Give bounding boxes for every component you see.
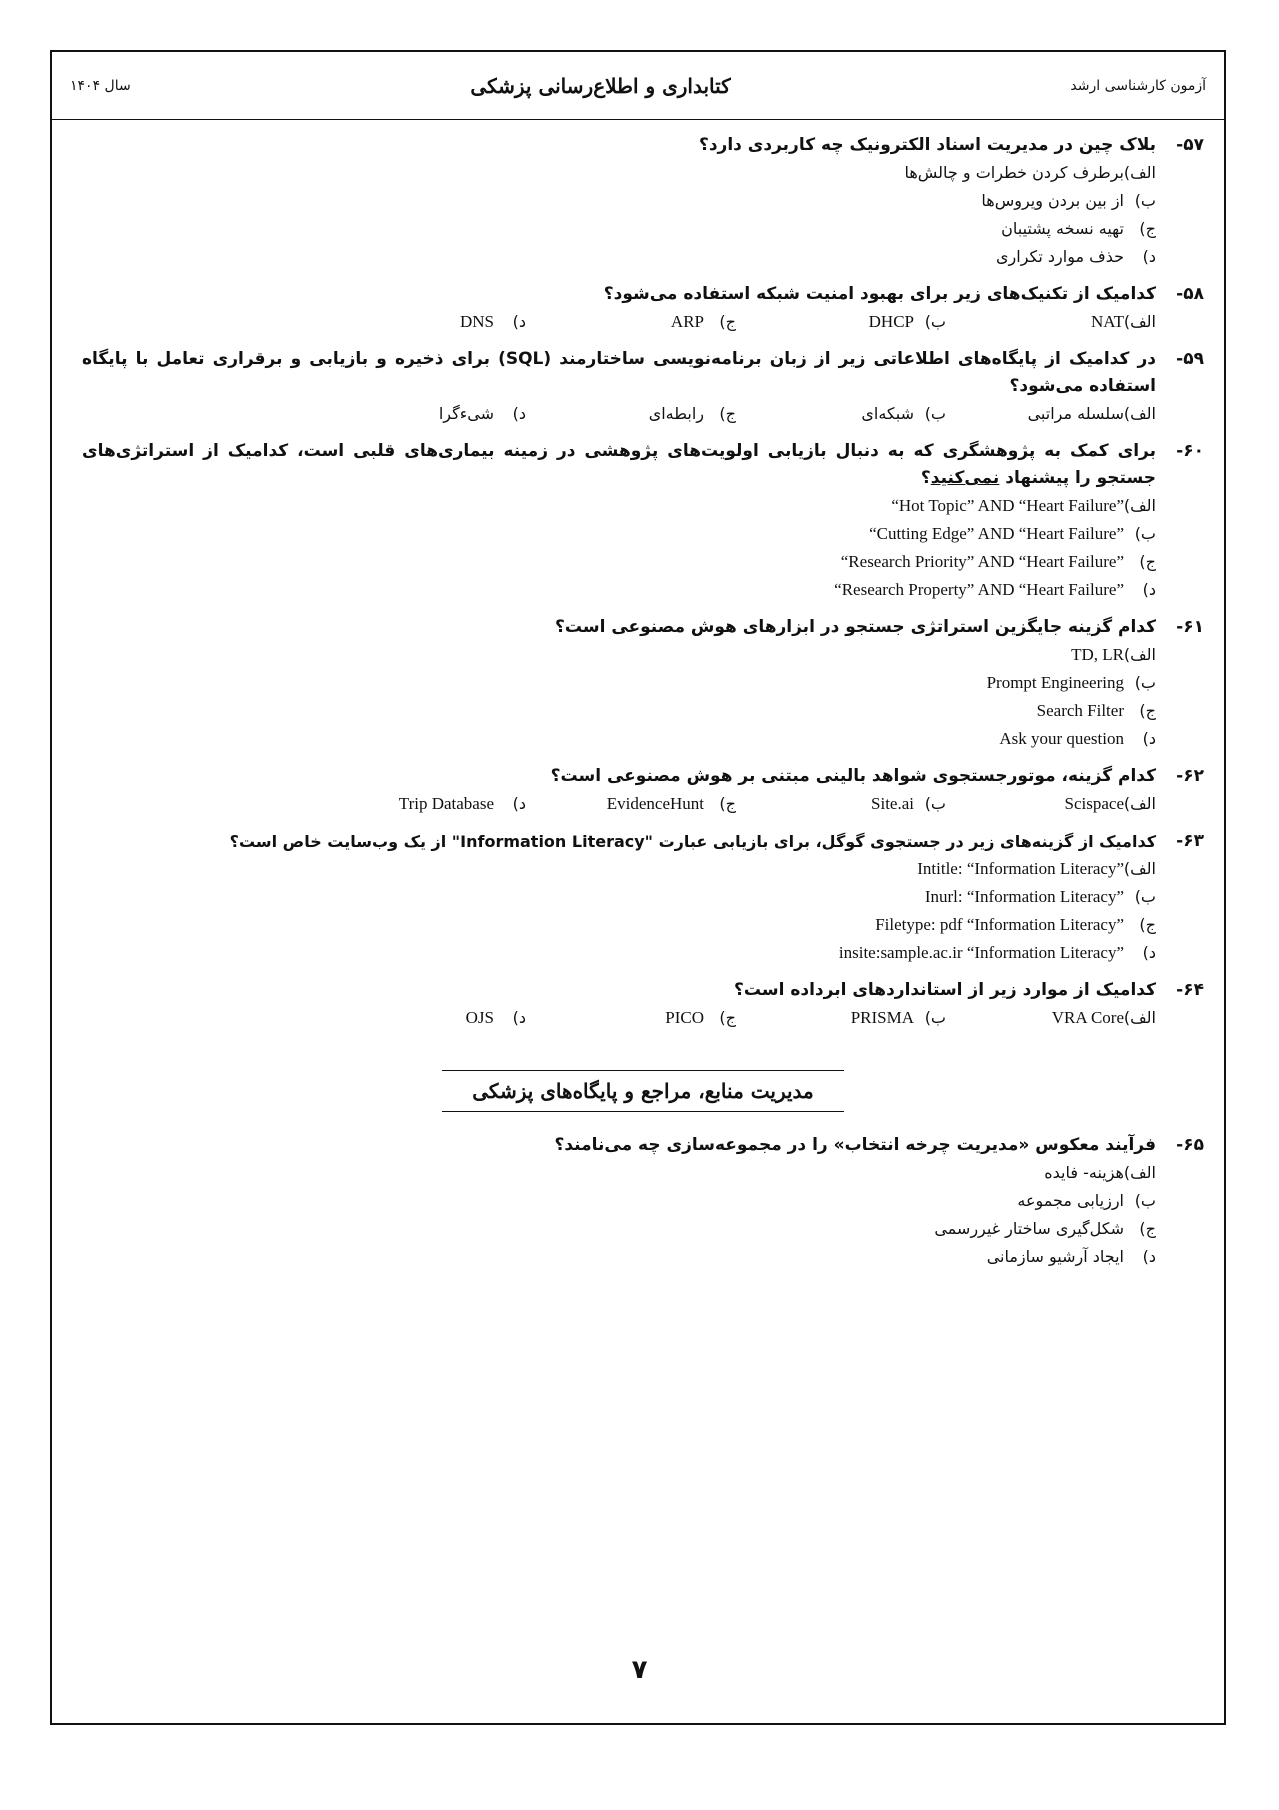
option-label: ج) [719,404,736,423]
option [82,1159,1156,1187]
option [82,1187,1156,1215]
option [82,725,1156,753]
question-text-part: برای کمک به پژوهشگری که به دنبال بازیابی اولویت‌های پژوهشی در زمینه بیماری‌های قلبی است، کدامیک از استراتژی‌های جستجو را پیشنهاد [82,441,1156,488]
option [82,243,1156,271]
option-text: هزینه- فایده [1044,1163,1124,1182]
option [82,939,1156,967]
option-text: Inurl: “Information Literacy” [924,887,1124,906]
option-text: برطرف کردن خطرات و چالش‌ها [904,163,1124,182]
option [526,308,736,336]
option-text: Filetype: pdf “Information Literacy” [875,915,1124,934]
question-number: ۵۸- [1176,284,1204,304]
option-text: OJS [465,1008,494,1027]
option-text: insite:sample.ac.ir “Information Literacy” [838,943,1124,962]
option-label: ب) [924,794,946,813]
option [736,308,946,336]
option [82,697,1156,725]
option-text: EvidenceHunt [606,794,704,813]
option [82,187,1156,215]
option-text: DHCP [868,312,914,331]
option-label: الف) [1123,859,1156,878]
option-text: ایجاد آرشیو سازمانی [986,1247,1124,1266]
option [316,790,526,818]
option-label: د) [1142,247,1156,266]
option [946,1004,1156,1032]
question-number: ۵۹- [1176,349,1204,369]
option [82,883,1156,911]
option-label: الف) [1123,645,1156,664]
option-label: د) [512,1008,526,1027]
option [82,215,1156,243]
option-text: “Hot Topic” AND “Heart Failure” [891,496,1124,515]
option-label: د) [1142,943,1156,962]
option-text: Ask your question [999,729,1124,748]
option-label: الف) [1123,1163,1156,1182]
option-label: ب) [924,1008,946,1027]
option-label: د) [512,404,526,423]
option-label: الف) [1123,312,1156,331]
option-label: د) [512,794,526,813]
option-label: د) [1142,1247,1156,1266]
option [316,1004,526,1032]
option-label: د) [1142,729,1156,748]
question-65 [82,1132,1204,1271]
option-label: ج) [1139,1219,1156,1238]
option [82,855,1156,883]
option [736,1004,946,1032]
option-text: Prompt Engineering [986,673,1124,692]
page-number-text: ۷ [620,1655,660,1685]
page-header [52,52,1224,120]
option [82,1243,1156,1271]
question-62 [82,763,1204,818]
option-label: ج) [1139,219,1156,238]
page-frame [50,50,1226,1725]
option-text: NAT [1090,312,1124,331]
option [736,400,946,428]
section-title-text: مدیریت منابع، مراجع و پایگاه‌های پزشکی [442,1070,844,1112]
question-text-part: ؟ [920,468,931,488]
option [946,400,1156,428]
option-text: Site.ai [871,794,914,813]
option-label: ب) [1134,673,1156,692]
option-text: PICO [665,1008,704,1027]
option-text: “Cutting Edge” AND “Heart Failure” [869,524,1124,543]
option-label: الف) [1123,794,1156,813]
option-text: ARP [670,312,704,331]
option-label: ج) [719,794,736,813]
option-label: ب) [1134,1191,1156,1210]
option [82,159,1156,187]
question-number: ۶۳- [1176,831,1204,851]
question-57 [82,132,1204,271]
exam-year: سال ۱۴۰۴ [70,77,131,94]
option [82,641,1156,669]
question-number: ۶۰- [1176,441,1204,461]
option [82,548,1156,576]
question-text: بلاک چین در مدیریت اسناد الکترونیک چه کاربردی دارد؟ [698,135,1156,155]
question-text: کدامیک از تکنیک‌های زیر برای بهبود امنیت شبکه استفاده می‌شود؟ [603,284,1156,304]
option-text: ارزیابی مجموعه [1017,1191,1124,1210]
question-number: ۵۷- [1176,135,1204,155]
option [526,1004,736,1032]
option-text: شبکه‌ای [861,404,914,423]
option-label: ج) [1139,552,1156,571]
option [82,492,1156,520]
option-label: الف) [1123,1008,1156,1027]
option [316,308,526,336]
question-text: کدام گزینه جایگزین استراتژی جستجو در ابزارهای هوش مصنوعی است؟ [555,617,1156,637]
question-text: کدامیک از موارد زیر از استانداردهای ابرداده است؟ [734,980,1156,1000]
question-60 [82,438,1204,604]
option [316,400,526,428]
option-text: سلسله مراتبی [1027,404,1124,423]
option-text: Intitle: “Information Literacy” [917,859,1124,878]
option-text: رابطه‌ای [648,404,704,423]
option-text: TD, LR [1071,645,1124,664]
option-label: د) [512,312,526,331]
option-text: “Research Property” AND “Heart Failure” [834,580,1124,599]
option [82,576,1156,604]
question-number: ۶۵- [1176,1135,1204,1155]
underlined-negation: نمی‌کنید [930,468,1000,488]
option [946,790,1156,818]
question-number: ۶۴- [1176,980,1204,1000]
option-text: Search Filter [1036,701,1124,720]
option-label: ج) [1139,915,1156,934]
question-58 [82,281,1204,336]
option-label: الف) [1123,496,1156,515]
option-label: الف) [1123,404,1156,423]
question-text: فرآیند معکوس «مدیریت چرخه انتخاب» را در مجموعه‌سازی چه می‌نامند؟ [554,1135,1156,1155]
option [526,400,736,428]
option-label: ج) [1139,701,1156,720]
exam-title: آزمون کارشناسی ارشد [1070,77,1206,94]
option-text: از بین بردن ویروس‌ها [981,191,1124,210]
question-59 [82,346,1204,428]
option-text: حذف موارد تکراری [996,247,1124,266]
question-61 [82,614,1204,753]
question-number: ۶۱- [1176,617,1204,637]
question-list [82,132,1204,1281]
option [82,911,1156,939]
question-63 [82,828,1204,967]
option-label: الف) [1123,163,1156,182]
option-label: ب) [924,312,946,331]
option-text: Scispace [1064,794,1124,813]
option-text: PRISMA [850,1008,914,1027]
option [82,520,1156,548]
option-text: “Research Priority” AND “Heart Failure” [840,552,1124,571]
question-text: در کدامیک از پایگاه‌های اطلاعاتی زیر از زبان برنامه‌نویسی ساختارمند (SQL) برای ذخیره و بازیابی و برقراری تعامل با پایگاه استفاده می‌شود؟ [82,349,1156,396]
option-label: ج) [719,312,736,331]
option-text: VRA Core [1051,1008,1124,1027]
option-label: ب) [1134,524,1156,543]
question-64 [82,977,1204,1032]
option-text: تهیه نسخه پشتیبان [1001,219,1124,238]
option [82,1215,1156,1243]
option-label: د) [1142,580,1156,599]
option-label: ج) [719,1008,736,1027]
subject-title: کتابداری و اطلاع‌رسانی پزشکی [470,73,731,98]
question-number: ۶۲- [1176,766,1204,786]
question-text: کدامیک از گزینه‌های زیر در جستجوی گوگل، برای بازیابی عبارت "Information Literacy" از یک وب‌سایت خاص است؟ [229,832,1156,851]
question-text [82,438,1156,492]
option-label: ب) [1134,887,1156,906]
option-text: Trip Database [398,794,494,813]
section-heading [82,1070,1204,1112]
option [526,790,736,818]
option-label: ب) [1134,191,1156,210]
option [736,790,946,818]
option-text: شکل‌گیری ساختار غیررسمی [934,1219,1124,1238]
question-text: کدام گزینه، موتورجستجوی شواهد بالینی مبتنی بر هوش مصنوعی است؟ [550,766,1156,786]
option-label: ب) [924,404,946,423]
option [946,308,1156,336]
option-text: DNS [459,312,494,331]
page-number [0,1655,1279,1685]
option-text: شیء‌گرا [438,404,494,423]
option [82,669,1156,697]
